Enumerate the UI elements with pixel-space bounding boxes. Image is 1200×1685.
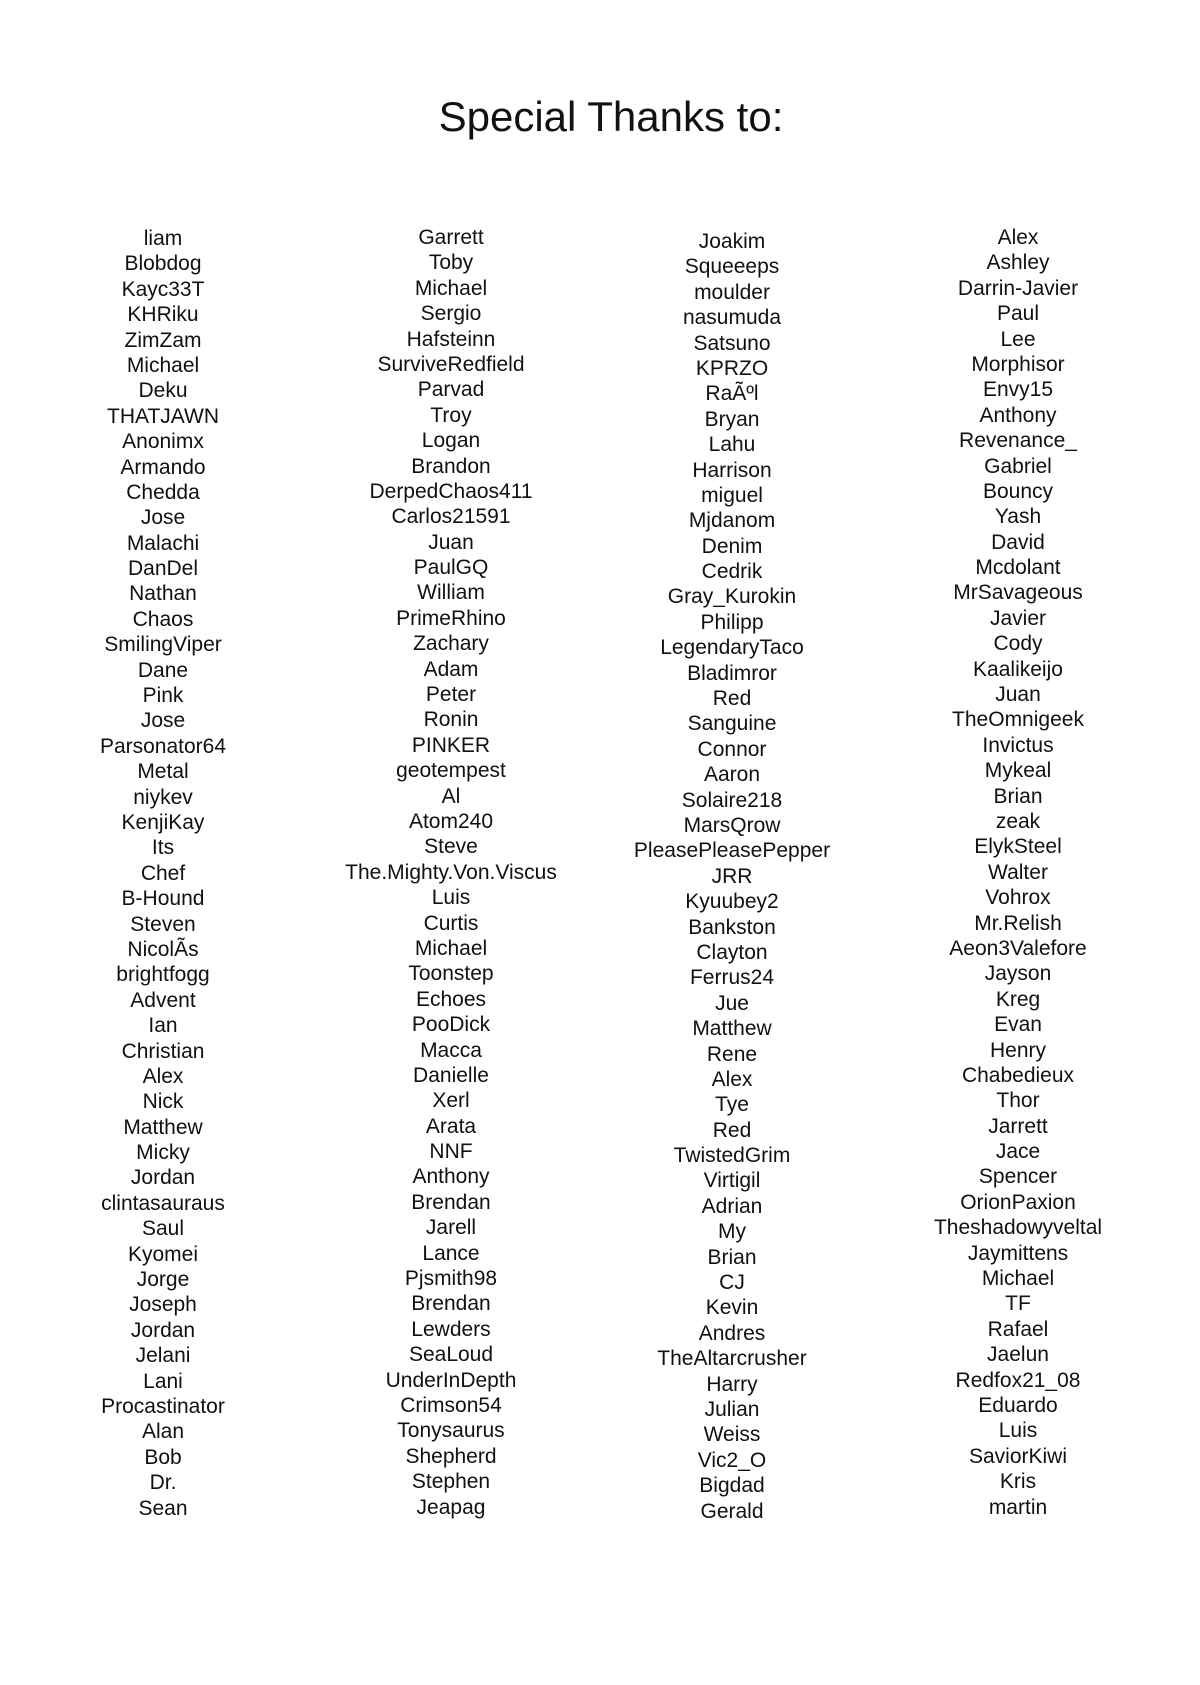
name-item: Morphisor: [971, 352, 1065, 376]
name-item: Harry: [706, 1372, 758, 1396]
name-item: geotempest: [396, 759, 506, 783]
name-item: Mykeal: [984, 759, 1052, 783]
name-item: ZimZam: [124, 328, 202, 352]
name-item: Anthony: [979, 403, 1057, 427]
name-item: Kevin: [705, 1296, 759, 1320]
name-item: Danielle: [413, 1063, 489, 1087]
name-item: Bob: [144, 1445, 182, 1469]
name-column-4: [868, 225, 1168, 1520]
name-item: Luis: [998, 1419, 1038, 1443]
name-item: liam: [143, 227, 183, 250]
name-item: Procastinator: [101, 1394, 225, 1418]
name-item: Revenance_: [959, 429, 1077, 453]
name-item: Garrett: [418, 226, 484, 249]
name-item: Lewders: [411, 1317, 491, 1341]
name-item: NNF: [429, 1140, 473, 1164]
name-item: Aaron: [703, 763, 761, 787]
name-item: Rafael: [987, 1317, 1049, 1341]
name-item: Curtis: [423, 911, 479, 935]
name-item: Joakim: [698, 230, 766, 253]
name-item: JRR: [711, 864, 753, 888]
name-item: Kaalikeijo: [973, 657, 1063, 681]
name-item: The.Mighty.Von.Viscus: [345, 860, 557, 884]
name-item: ElykSteel: [974, 835, 1062, 859]
name-item: Carlos21591: [391, 505, 511, 529]
page-title: Special Thanks to:: [438, 93, 784, 140]
name-item: PrimeRhino: [396, 606, 506, 630]
name-item: Jordan: [130, 1318, 196, 1342]
name-item: Matthew: [123, 1115, 203, 1139]
name-item: Michael: [981, 1267, 1055, 1291]
name-item: PleasePleasePepper: [633, 839, 831, 863]
name-item: Kyomei: [127, 1242, 199, 1266]
name-item: Brendan: [411, 1190, 491, 1214]
name-item: Lani: [143, 1369, 183, 1393]
name-item: Evan: [994, 1013, 1042, 1037]
name-item: Theshadowyveltal: [933, 1216, 1103, 1240]
name-item: Toby: [428, 251, 474, 275]
name-item: Parvad: [417, 378, 485, 402]
name-item: Alan: [141, 1420, 185, 1444]
name-item: Ronin: [423, 708, 479, 732]
name-item: brightfogg: [116, 963, 210, 987]
name-item: Jose: [140, 709, 186, 733]
name-item: Jace: [995, 1140, 1041, 1164]
name-item: Bouncy: [982, 479, 1054, 503]
name-item: Invictus: [982, 733, 1054, 757]
name-item: nasumuda: [682, 306, 782, 330]
name-item: Troy: [430, 403, 472, 427]
name-item: Ian: [148, 1014, 178, 1038]
name-item: Jayson: [984, 962, 1052, 986]
name-item: Squeeeps: [684, 255, 780, 279]
name-item: Thor: [996, 1089, 1040, 1113]
name-item: SurviveRedfield: [377, 352, 525, 376]
name-item: Cody: [993, 632, 1043, 656]
name-item: Saul: [141, 1217, 185, 1241]
name-item: Darrin-Javier: [957, 276, 1079, 300]
name-item: Jorge: [136, 1268, 190, 1292]
name-item: Red: [712, 687, 752, 711]
name-item: SaviorKiwi: [968, 1444, 1068, 1468]
name-item: MarsQrow: [683, 813, 781, 837]
name-item: LegendaryTaco: [660, 636, 804, 660]
name-item: Satsuno: [693, 331, 771, 355]
name-item: Philipp: [700, 610, 764, 634]
name-item: Micky: [136, 1141, 190, 1165]
name-item: Mjdanom: [688, 509, 776, 533]
name-item: Echoes: [415, 987, 487, 1011]
name-item: Crimson54: [400, 1393, 502, 1417]
name-item: Chaos: [132, 607, 194, 631]
name-item: TheOmnigeek: [952, 708, 1084, 732]
name-item: Alex: [997, 226, 1039, 249]
name-item: MrSavageous: [953, 581, 1083, 605]
name-item: Kris: [999, 1470, 1037, 1494]
name-item: Sanguine: [687, 712, 777, 736]
name-item: Its: [151, 836, 175, 860]
name-item: Jarell: [425, 1216, 477, 1240]
name-item: Xerl: [432, 1089, 470, 1113]
name-item: Andres: [698, 1321, 766, 1345]
name-item: SmilingViper: [104, 633, 222, 657]
name-item: KenjiKay: [121, 810, 205, 834]
name-item: David: [991, 530, 1045, 554]
name-item: Armando: [120, 455, 206, 479]
name-item: Logan: [421, 429, 481, 453]
name-item: Bladimror: [687, 661, 777, 685]
name-item: Christian: [121, 1039, 205, 1063]
name-item: DerpedChaos411: [369, 479, 533, 503]
name-item: Dane: [137, 658, 189, 682]
name-item: Clayton: [696, 940, 768, 964]
name-item: Harrison: [692, 458, 772, 482]
name-item: Envy15: [982, 378, 1054, 402]
name-item: B-Hound: [121, 887, 205, 911]
name-item: Zachary: [413, 632, 489, 656]
name-item: Brendan: [411, 1292, 491, 1316]
name-item: Chedda: [126, 480, 200, 504]
name-item: Sean: [138, 1496, 188, 1520]
name-item: Juan: [995, 683, 1041, 707]
name-item: Spencer: [978, 1165, 1058, 1189]
name-item: Nathan: [129, 582, 197, 606]
name-item: Parsonator64: [99, 734, 227, 758]
name-item: Lance: [422, 1241, 480, 1265]
name-item: Metal: [137, 760, 189, 784]
name-item: Michael: [126, 353, 200, 377]
name-item: Adam: [423, 657, 479, 681]
name-item: NicolÃs: [127, 937, 199, 961]
name-item: Gray_Kurokin: [667, 585, 797, 609]
name-item: Nick: [142, 1090, 184, 1114]
name-item: Julian: [704, 1397, 760, 1421]
name-item: Red: [712, 1118, 752, 1142]
name-item: Gerald: [700, 1499, 764, 1523]
name-item: Cedrik: [701, 560, 763, 584]
name-item: Peter: [425, 683, 477, 707]
name-item: KPRZO: [695, 356, 769, 380]
name-item: Deku: [138, 379, 188, 403]
name-item: Michael: [414, 276, 488, 300]
name-item: Rene: [706, 1042, 758, 1066]
name-item: Steven: [130, 912, 196, 936]
name-item: Adrian: [701, 1194, 763, 1218]
name-item: William: [417, 581, 485, 605]
name-item: Jaelun: [987, 1343, 1049, 1367]
name-item: Advent: [130, 988, 196, 1012]
name-item: Macca: [420, 1038, 482, 1062]
name-item: Henry: [989, 1038, 1047, 1062]
name-item: TheAltarcrusher: [657, 1347, 807, 1371]
name-item: RaÃºl: [705, 382, 759, 406]
name-item: Kreg: [995, 987, 1041, 1011]
name-item: Hafsteinn: [406, 327, 496, 351]
name-item: Al: [441, 784, 461, 808]
name-item: Ferrus24: [689, 966, 775, 990]
name-item: Denim: [701, 534, 763, 558]
name-item: Bankston: [688, 915, 776, 939]
name-item: Arata: [425, 1114, 477, 1138]
name-item: Juan: [428, 530, 474, 554]
name-item: PooDick: [411, 1013, 491, 1037]
name-item: THATJAWN: [107, 404, 219, 428]
name-item: Lee: [1000, 327, 1036, 351]
name-item: Michael: [414, 936, 488, 960]
name-item: Walter: [988, 860, 1048, 884]
name-item: Javier: [989, 606, 1047, 630]
name-item: Paul: [996, 302, 1040, 326]
name-item: Pjsmith98: [404, 1267, 498, 1291]
name-item: Brian: [707, 1245, 757, 1269]
name-item: Toonstep: [408, 962, 494, 986]
name-item: Jarrett: [988, 1114, 1048, 1138]
name-item: Steve: [424, 835, 478, 859]
name-item: Dr.: [149, 1471, 177, 1495]
name-item: PaulGQ: [413, 556, 489, 580]
name-column-1: [13, 226, 313, 1521]
name-item: Vohrox: [985, 886, 1051, 910]
name-item: Mr.Relish: [974, 911, 1062, 935]
name-item: Lahu: [708, 433, 756, 457]
name-item: TF: [1005, 1292, 1031, 1316]
name-item: Connor: [697, 737, 767, 761]
name-item: Tonysaurus: [397, 1419, 505, 1443]
name-item: PINKER: [411, 733, 491, 757]
name-item: Matthew: [692, 1017, 772, 1041]
name-item: Brandon: [411, 454, 491, 478]
name-item: Gabriel: [984, 454, 1052, 478]
name-item: Shepherd: [405, 1444, 497, 1468]
name-item: Bryan: [704, 407, 760, 431]
name-item: OrionPaxion: [960, 1190, 1076, 1214]
name-item: Jue: [715, 991, 749, 1015]
name-item: Alex: [711, 1067, 753, 1091]
name-item: Chabedieux: [961, 1063, 1075, 1087]
name-item: Virtigil: [703, 1169, 761, 1193]
name-item: Anthony: [412, 1165, 490, 1189]
name-item: Pink: [142, 684, 184, 708]
name-item: Jordan: [130, 1166, 196, 1190]
name-item: clintasauraus: [101, 1191, 225, 1215]
name-item: Kyuubey2: [685, 890, 779, 914]
name-item: TwistedGrim: [673, 1144, 791, 1168]
name-item: Tye: [715, 1093, 749, 1117]
name-item: zeak: [995, 809, 1041, 833]
name-item: Chef: [140, 861, 186, 885]
name-item: niykev: [133, 785, 193, 809]
name-column-3: [582, 229, 882, 1524]
name-column-2: [301, 225, 601, 1520]
name-item: Sergio: [420, 302, 482, 326]
name-item: Anonimx: [122, 430, 204, 454]
name-item: Yash: [994, 505, 1042, 529]
name-item: moulder: [694, 280, 770, 304]
name-item: Jose: [140, 506, 186, 530]
name-item: miguel: [701, 483, 763, 507]
name-item: Alex: [142, 1064, 184, 1088]
name-item: Ashley: [986, 251, 1050, 275]
name-item: Redfox21_08: [955, 1368, 1081, 1392]
name-item: Malachi: [126, 531, 200, 555]
name-item: Eduardo: [978, 1393, 1058, 1417]
name-item: Stephen: [411, 1470, 491, 1494]
name-item: Brian: [993, 784, 1043, 808]
name-item: UnderInDepth: [385, 1368, 517, 1392]
name-item: KHRiku: [127, 303, 199, 327]
name-item: Jelani: [135, 1344, 191, 1368]
name-item: Vic2_O: [697, 1448, 767, 1472]
name-item: Kayc33T: [121, 277, 205, 301]
name-item: Solaire218: [681, 788, 783, 812]
name-item: CJ: [719, 1271, 745, 1295]
name-item: Luis: [431, 886, 471, 910]
name-item: Jaymittens: [967, 1241, 1069, 1265]
name-item: Atom240: [408, 809, 494, 833]
name-item: DanDel: [127, 557, 199, 581]
name-item: Mcdolant: [975, 556, 1061, 580]
name-item: Bigdad: [699, 1474, 765, 1498]
name-item: Aeon3Valefore: [949, 936, 1087, 960]
name-item: SeaLoud: [408, 1343, 494, 1367]
name-item: Joseph: [129, 1293, 197, 1317]
name-item: Weiss: [703, 1423, 761, 1447]
name-item: Jeapag: [416, 1495, 486, 1519]
name-item: My: [718, 1220, 746, 1244]
name-item: martin: [988, 1495, 1048, 1519]
name-item: Blobdog: [124, 252, 202, 276]
